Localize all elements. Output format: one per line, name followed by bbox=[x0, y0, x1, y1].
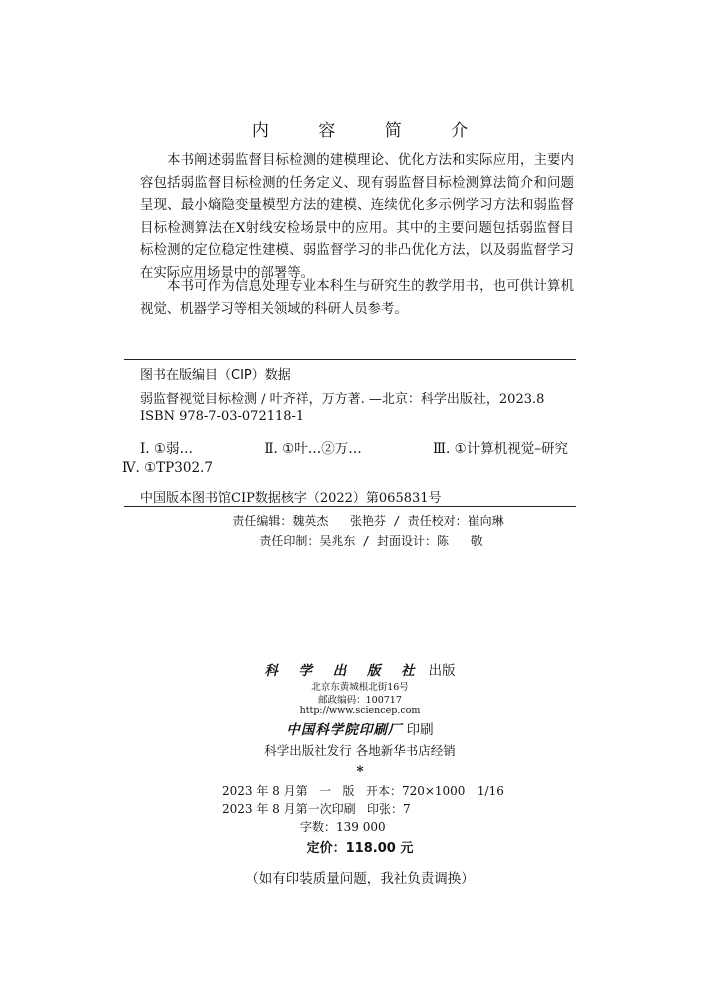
summary-paragraph-1: 本书阐述弱监督目标检测的建模理论、优化方法和实际应用，主要内容包括弱监督目标检测的任务定义、现有弱监督目标检测算法简介和问题呈现、最小熵隐变量模型方法的建模、连续优化多示例学习方法和弱监督目标检测算法在X射线安检场景中的应用。其中的主要问题包括弱监督目标检测的定位稳定性建模、弱监督学习的非凸优化方法，以及弱监督学习在实际应用场景中的部署等。 bbox=[140, 153, 574, 281]
printer-name: 中国科学院印刷厂 bbox=[286, 722, 403, 738]
edition-line-2: 2023 年 8 月第一次印刷 印张：7 bbox=[222, 802, 411, 816]
publisher-address: 北京东黄城根北街16号 bbox=[311, 682, 409, 693]
quality-note: （如有印装质量问题，我社负责调换） bbox=[245, 871, 475, 887]
cip-data-number: 中国版本图书馆CIP数据核字（2022）第065831号 bbox=[140, 491, 442, 506]
separator-star: * bbox=[356, 764, 364, 780]
cip-class-2: Ⅱ. ①叶…②万… bbox=[264, 441, 362, 457]
price: 定价：118.00 元 bbox=[306, 841, 414, 856]
cip-record: 弱监督视觉目标检测 / 叶齐祥，万方著. —北京：科学出版社，2023.8 bbox=[140, 392, 545, 407]
distribution-line: 科学出版社发行 各地新华书店经销 bbox=[264, 743, 456, 758]
printer-line bbox=[0, 718, 720, 738]
publisher-line bbox=[0, 659, 720, 679]
cip-class-1: Ⅰ. ①弱… bbox=[140, 441, 194, 457]
printer-suffix: 印刷 bbox=[406, 722, 434, 738]
cip-isbn: ISBN 978-7-03-072118-1 bbox=[140, 409, 305, 424]
cip-class-3: Ⅲ. ①计算机视觉–研究 bbox=[433, 441, 568, 457]
cip-bottom-divider bbox=[124, 506, 576, 507]
staff-line-2: 责任印制：吴兆东 / 封面设计：陈 敬 bbox=[259, 534, 483, 548]
publisher-url: http://www.sciencep.com bbox=[299, 705, 421, 716]
edition-line-1: 2023 年 8 月第 一 版 开本：720×1000 1/16 bbox=[222, 784, 504, 798]
cip-top-divider bbox=[124, 359, 576, 360]
word-count: 字数：139 000 bbox=[300, 820, 386, 834]
cip-heading: 图书在版编目（CIP）数据 bbox=[140, 368, 291, 383]
publisher-suffix: 出版 bbox=[428, 663, 456, 679]
publisher-name: 科 学 出 版 社 bbox=[264, 663, 423, 679]
publisher-postcode: 邮政编码：100717 bbox=[318, 695, 402, 706]
cip-classification-row-2: Ⅳ. ①TP302.7 bbox=[122, 460, 213, 476]
cip-classification-row-1 bbox=[140, 437, 568, 457]
staff-line-1: 责任编辑：魏英杰 张艳芬 / 责任校对：崔向琳 bbox=[232, 514, 504, 528]
page-title: 内 容 简 介 bbox=[251, 121, 491, 141]
summary-paragraph-2: 本书可作为信息处理专业本科生与研究生的教学用书，也可供计算机视觉、机器学习等相关领域的科研人员参考。 bbox=[140, 279, 574, 317]
